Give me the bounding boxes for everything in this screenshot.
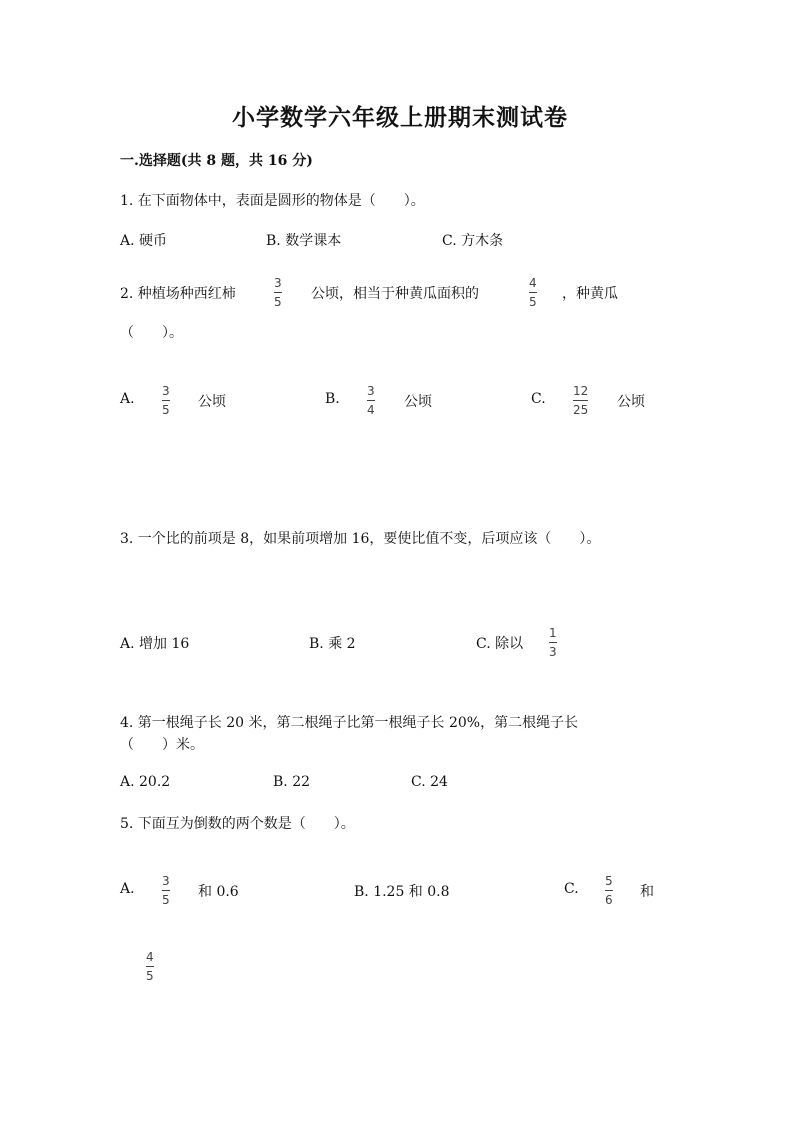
question-2-option-c-fraction [572,385,589,416]
question-5-option-a-fraction [161,875,171,906]
page-title: 小学数学六年级上册期末测试卷 [232,104,568,131]
question-5-option-a-tail: 和 0.6 [198,884,239,900]
fraction-denominator: 5 [274,292,282,308]
fraction-numerator: 1 [549,626,557,640]
question-5-option-c-label: C. [564,881,579,897]
question-4-option-a: A. 20.2 [120,774,171,790]
question-5-option-c-tail: 和 [640,884,654,900]
question-4-option-b: B. 22 [273,774,311,790]
question-2-fraction-2 [528,277,538,308]
question-4-option-c: C. 24 [411,774,448,790]
fraction-numerator: 5 [605,874,613,888]
fraction-denominator: 25 [573,400,588,416]
question-2-stem-part3: ，种黄瓜 [562,286,618,302]
question-2-option-b-unit: 公顷 [404,394,432,410]
question-2-option-b-label: B. [325,391,340,407]
question-3-option-b: B. 乘 2 [309,636,356,652]
question-4-stem-line1: 4. 第一根绳子长 20 米，第二根绳子比第一根绳子长 20%，第二根绳子长 [120,715,579,731]
question-3-stem: 3. 一个比的前项是 8，如果前项增加 16，要使比值不变，后项应该（ ）。 [120,531,601,547]
question-1-option-c: C. 方木条 [442,233,504,249]
question-2-fraction-1 [273,277,283,308]
question-2-option-a-fraction [161,385,171,416]
fraction-numerator: 3 [274,276,282,290]
question-3-option-c: C. 除以 [476,636,524,652]
section-heading: 一.选择题(共 8 题，共 16 分) [120,153,313,169]
fraction-denominator: 5 [529,292,537,308]
fraction-denominator: 6 [605,890,613,906]
question-2-option-a-label: A. [120,391,135,407]
fraction-denominator: 5 [162,890,170,906]
question-1-stem: 1. 在下面物体中，表面是圆形的物体是（ ）。 [120,193,425,209]
fraction-numerator: 3 [162,874,170,888]
question-5-option-a-label: A. [120,881,135,897]
fraction-numerator: 4 [529,276,537,290]
fraction-numerator: 3 [162,384,170,398]
question-2-stem-part1: 2. 种植场种西红柿 [120,286,236,302]
fraction-denominator: 5 [146,966,154,982]
question-1-option-a: A. 硬币 [120,233,168,249]
question-5-option-c-fraction-2 [145,951,155,982]
question-2-stem-part2: 公顷，相当于种黄瓜面积的 [311,286,479,302]
fraction-numerator: 3 [367,384,375,398]
question-5-option-b: B. 1.25 和 0.8 [354,884,450,900]
question-2-option-c-label: C. [531,391,546,407]
fraction-denominator: 3 [549,642,557,658]
question-4-stem-line2: （ ）米。 [120,737,204,753]
question-2-option-b-fraction [366,385,376,416]
question-2-option-a-unit: 公顷 [198,394,226,410]
question-5-option-c-fraction [604,875,614,906]
fraction-denominator: 5 [162,400,170,416]
question-1-option-b: B. 数学课本 [266,233,342,249]
fraction-numerator: 12 [573,384,589,398]
question-3-option-a: A. 增加 16 [120,636,190,652]
fraction-numerator: 4 [146,950,154,964]
question-5-stem: 5. 下面互为倒数的两个数是（ ）。 [120,816,355,832]
fraction-denominator: 4 [367,400,375,416]
question-2-option-c-unit: 公顷 [617,394,645,410]
question-2-stem-line2: （ ）。 [120,325,183,341]
question-3-option-c-fraction [548,627,558,658]
